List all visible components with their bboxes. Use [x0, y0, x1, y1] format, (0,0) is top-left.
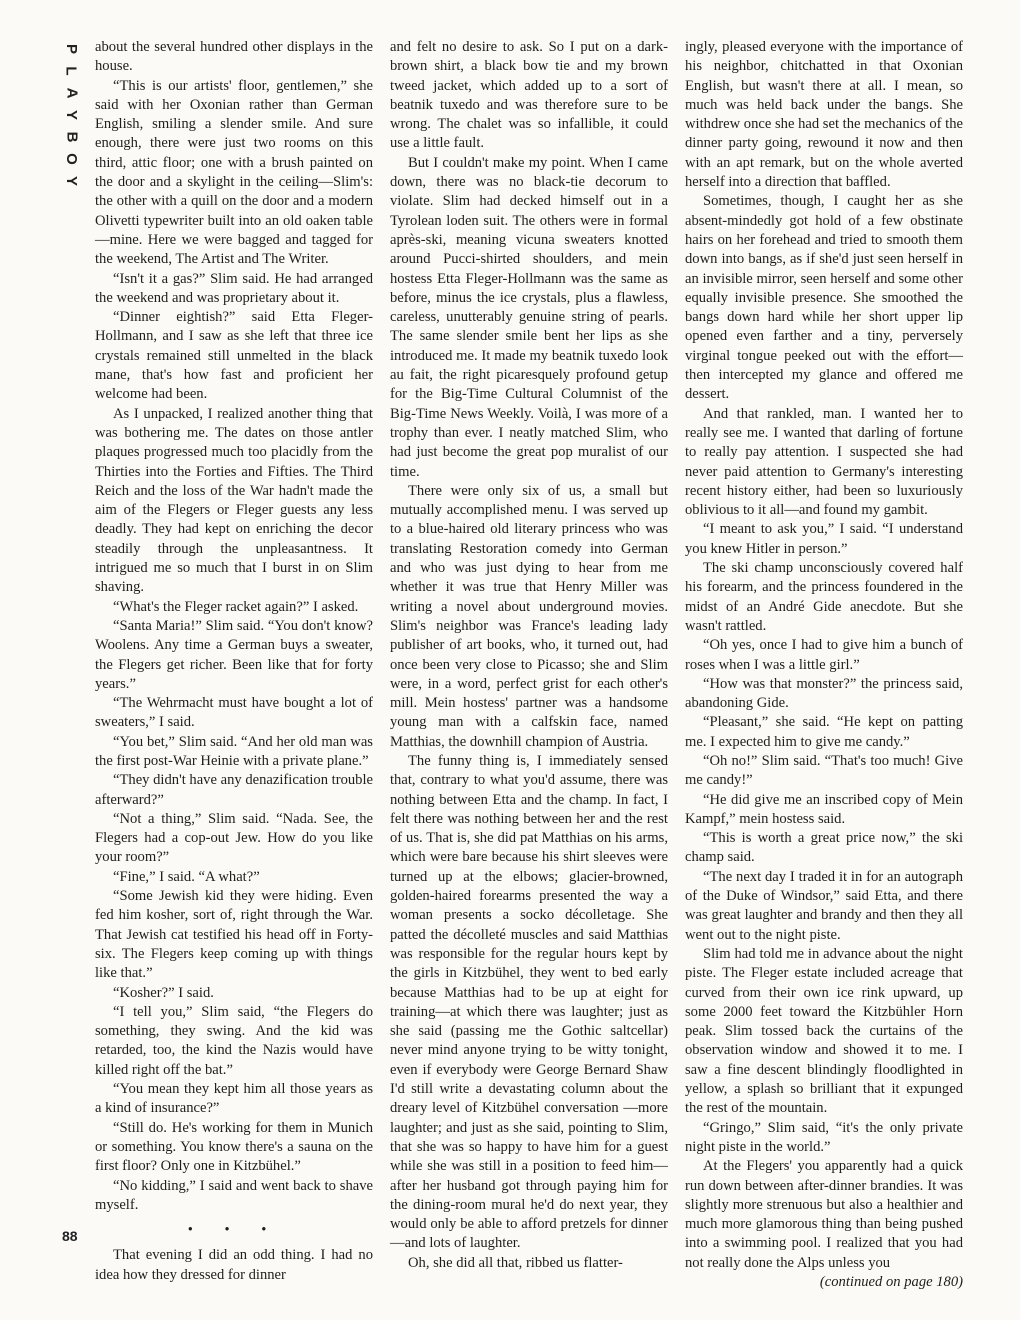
masthead-letter: O: [62, 153, 80, 165]
paragraph: “You mean they kept him all those years as a kind of insurance?”: [95, 1081, 373, 1117]
page-number: 88: [62, 1228, 78, 1244]
paragraph: “Dinner eightish?” said Etta Fleger-Hollmann, and I saw as she left that three ice crystals remained still unmelted in the black mane, that's how fast and proficient her welcome had been.: [95, 309, 373, 403]
paragraph: “How was that monster?” the princess said, abandoning Gide.: [685, 675, 963, 712]
masthead: [62, 38, 80, 192]
paragraph: “I meant to ask you,” I said. “I understand you knew Hitler in person.”: [685, 521, 963, 557]
paragraph: “No kidding,” I said and went back to shave myself.: [95, 1177, 373, 1213]
text-column-2: [390, 38, 668, 1271]
masthead-letter: Y: [62, 109, 80, 121]
paragraph: There were only six of us, a small but mutually accomplished menu. I was served up to a blue-haired old literary princess who was translating Restoration comedy into German and who was just dying to hear from me whether it was true that Henry Miller was writing a novel about underground movies. Slim's neighbor was France's leading lady publisher of art books, who, it turned out, had once been very close to Picasso; she and Slim were, in a word, perfect grist for each other's mill. Mein hostess' partner was a handsome young man with a calfskin face, named Matthias, the downhill champion of Austria.: [390, 482, 668, 750]
paragraph: “This is worth a great price now,” the ski champ said.: [685, 830, 963, 866]
paragraph: “He did give me an inscribed copy of Mein Kampf,” mein hostess said.: [685, 791, 963, 827]
paragraph: about the several hundred other displays in the house.: [95, 39, 373, 75]
masthead-letter: B: [63, 131, 80, 143]
paragraph: Sometimes, though, I caught her as she absent-mindedly got hold of a few obstinate hairs on her forehead and tried to smooth them down into bangs, as if she'd just seen herself in an invisible mirror, seen herself and some other equally invisible presence. She smoothed the bangs down hard while her short upper lip opened even farther and a tiny, perversely virginal tongue peeked out with the effort—then intercepted my glance and offered me dessert.: [685, 193, 963, 403]
paragraph: “I tell you,” Slim said, “the Flegers do something, they swing. And the kid was retarded, too, the kind the Nazis would have killed right off the bat.”: [95, 1003, 373, 1078]
section-break: • • •: [187, 1222, 281, 1239]
paragraph: Oh, she did all that, ribbed us flatter-: [408, 1254, 623, 1271]
paragraph: “Not a thing,” Slim said. “Nada. See, the Flegers had a cop-out Jew. How do you like your room?”: [95, 810, 373, 866]
paragraph: “This is our artists' floor, gentlemen,” she said with her Oxonian rather than German English, smiling a slender smile. And sure enough, there were just two rooms on this third, attic floor; one with a brush painted on the door and a skylight in the ceiling—Slim's: the other with a quill on the door and a modern Olivetti typewriter built into an old oaken table—mine. Here we were bagged and tagged for the weekend, The Artist and The Writer.: [95, 77, 373, 268]
paragraph: And that rankled, man. I wanted her to really see me. I wanted that darling of fortune to really pay attention. I suspected she had never paid attention to Germany's interesting recent history either, had been so luxuriously oblivious to it all—and found my gambit.: [685, 405, 963, 519]
paragraph: “Still do. He's working for them in Munich or something. You know there's a sauna on the first floor? Only one in Kitzbühel.”: [95, 1119, 373, 1175]
paragraph: The funny thing is, I immediately sensed that, contrary to what you'd assume, there was nothing between Etta and the champ. In fact, I felt there was nothing between her and the rest of us. That is, she did pat Matthias on his arms, which were bare because his shirt sleeves were turned up at the elbows; glacier-browned, golden-haired forearms presented the way a woman presents a socko décolletage. She patted the décolleté muscles and said Matthias was responsible for the regular hours kept by the girls in Kitzbühel, they went to bed early because Matthias had to be up at eight for training—at which there was laughter; just as she said (passing me the Gothic saltcellar) never mind anyone trying to be witty tonight, even if everybody were George Bernard Shaw I'd still write a devastating column about the dreary level of Kitzbühel conversation —more laughter; and just as she said, pointing to Slim, that she was so happy to have him for a guest while she was still in a position to feed him—after her husband got through paying him for the dining-room mural he'd do next year, they would only be able to afford pretzels for dinner—and lots of laughter.: [390, 752, 668, 1252]
paragraph: “Isn't it a gas?” Slim said. He had arranged the weekend and was proprietary about it.: [95, 270, 373, 306]
paragraph: Slim had told me in advance about the night piste. The Fleger estate included acreage that curved from their own ice rink upward, up some 2000 feet toward the Kitzbühler Horn peak. Slim tossed back the curtains of the observation window and showed it to me. I saw a fine descent blindingly floodlighted in yellow, a splash so brilliant that it expunged the rest of the mountain.: [685, 945, 963, 1117]
paragraph: That evening I did an odd thing. I had no idea how they dressed for dinner: [95, 1247, 373, 1283]
paragraph: “Some Jewish kid they were hiding. Even fed him kosher, sort of, right through the War. That Jewish cat testified his head off in Forty-six. The Flegers keep coming up with things like that.”: [95, 888, 373, 982]
paragraph: “You bet,” Slim said. “And her old man was the first post-War Heinie with a private plane.”: [95, 733, 373, 769]
continued-note: (continued on page 180): [819, 1274, 963, 1290]
paragraph: “Fine,” I said. “A what?”: [113, 868, 260, 885]
paragraph: “Kosher?” I said.: [113, 984, 214, 1001]
paragraph: “Pleasant,” she said. “He kept on patting me. I expected him to give me candy.”: [685, 714, 963, 750]
masthead-letter: P: [62, 43, 80, 55]
paragraph: The ski champ unconsciously covered half his forearm, and the princess foundered in the midst of an André Gide anecdote. But she wasn't rattled.: [685, 560, 963, 634]
paragraph: At the Flegers' you apparently had a quick run down between after-dinner brandies. It was slightly more strenuous but also a healthier and much more glamorous thing than being pushed into a swimming pool. I realized that you had not really done the Alps unless you: [685, 1158, 963, 1271]
paragraph: As I unpacked, I realized another thing that was bothering me. The dates on those antler plaques progressed much too placidly from the Thirties into the Forties and Fifties. The Third Reich and the loss of the War hadn't made the aim of the Flegers or Fleger guests any less deadly. They had kept on enriching the decor steadily through the unpleasantness. It intrigued me so much that I burst in on Slim shaving.: [95, 405, 373, 596]
paragraph: “They didn't have any denazification trouble afterward?”: [95, 772, 373, 808]
paragraph: “The Wehrmacht must have bought a lot of sweaters,” I said.: [95, 695, 373, 731]
paragraph: “Oh yes, once I had to give him a bunch of roses when I was a little girl.”: [685, 637, 963, 673]
masthead-letter: A: [63, 87, 80, 99]
masthead-letter: Y: [62, 175, 80, 187]
paragraph: “The next day I traded it in for an autograph of the Duke of Windsor,” said Etta, and there was great laughter and brandy and then they all went out to the night piste.: [685, 868, 963, 943]
text-column-3: [685, 38, 963, 1290]
text-column-1: [95, 38, 373, 1283]
paragraph: “Santa Maria!” Slim said. “You don't know? Woolens. Any time a German buys a sweater, the Flegers get richer. Been like that for forty years.”: [95, 617, 373, 692]
paragraph: “Oh no!” Slim said. “That's too much! Give me candy!”: [685, 752, 963, 789]
paragraph: and felt no desire to ask. So I put on a dark-brown shirt, a black bow tie and my brown tweed jacket, which added up to a sort of beatnik tuxedo and was therefore sure to be wrong. The chalet was so infallible, it could use a little fault.: [390, 39, 668, 152]
paragraph: ingly, pleased everyone with the importance of his neighbor, chitchatted in that Oxonian English, but wasn't there at all. I mean, so much was held back under the bangs. She withdrew once she had set the mechanics of the dinner party going, rewound it now and then with an apt remark, but on the whole averted herself into a direction that baffled.: [685, 39, 963, 191]
masthead-letter: L: [62, 66, 80, 76]
paragraph: But I couldn't make my point. When I came down, there was no black-tie decorum to violate. Slim had decked himself out in a Tyrolean loden suit. The others were in formal après-ski, meaning vicuna sweaters knotted around Pucci-shirted shoulders, and mein hostess Etta Fleger-Hollmann was the same as before, minus the ice crystals, plus a flawless, careless, unutterably genuine string of pearls. The same slender smile bent her lips as she introduced me. It made my beatnik tuxedo look au fait, the right picaresquely profound getup for the Big-Time Cultural Columnist of the Big-Time News Weekly. Voilà, I was more of a trophy than ever. I neatly matched Slim, who had just become the great pop muralist of our time.: [390, 154, 668, 480]
paragraph: “Gringo,” Slim said, “it's the only private night piste in the world.”: [685, 1119, 963, 1155]
paragraph: “What's the Fleger racket again?” I asked.: [113, 598, 359, 615]
